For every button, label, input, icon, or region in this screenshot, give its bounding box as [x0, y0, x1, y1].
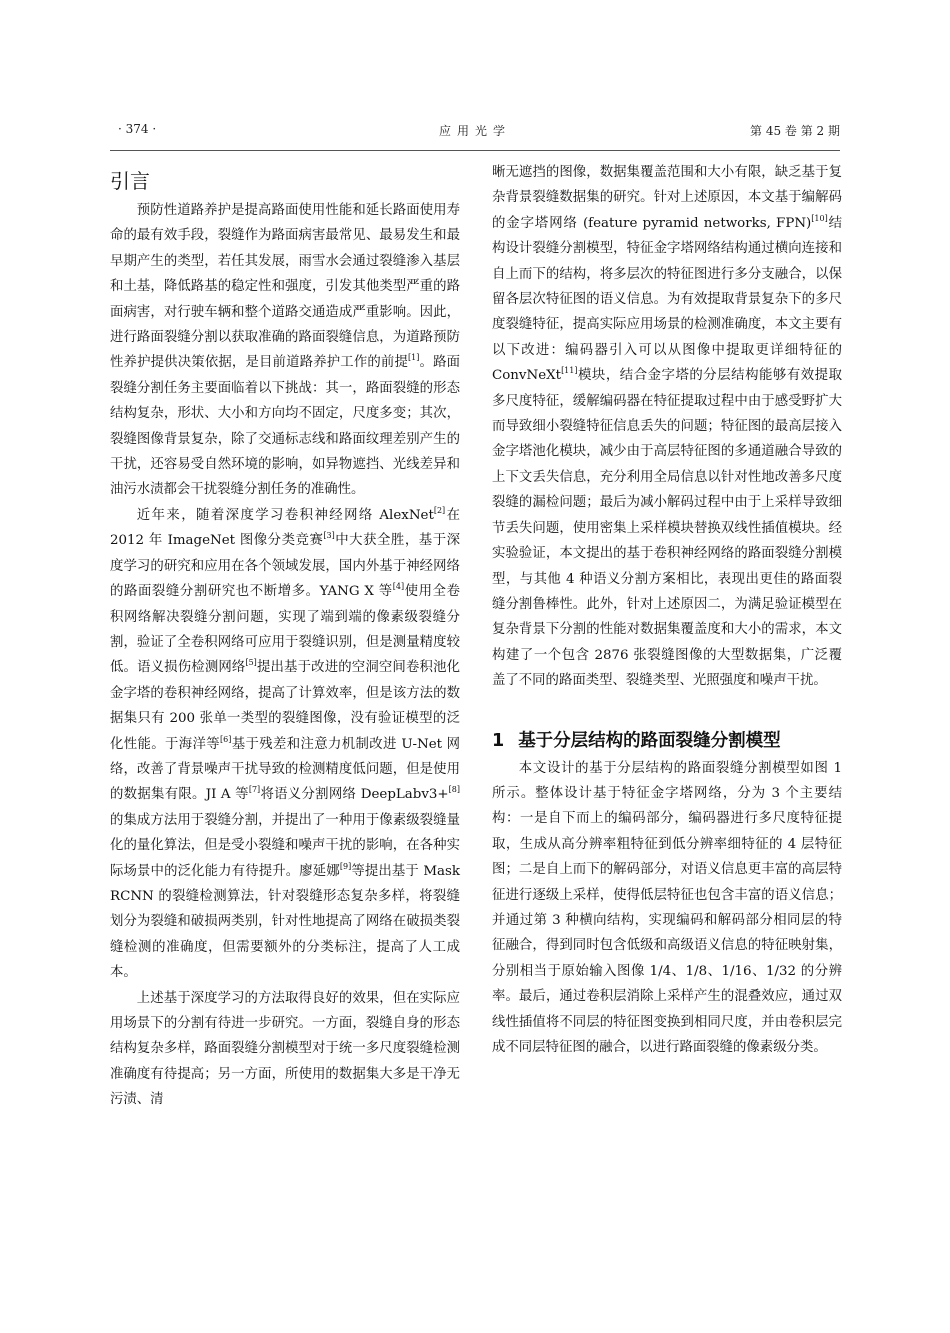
intro-paragraph-2: 近年来，随着深度学习卷积神经网络 AlexNet[2]在 2012 年 ImageNet 图像分类竞赛[3]中大获全胜，基于深度学习的研究和应用在各个领域发展，国内外基于神经网络的路面裂缝分割研究也不断增多。YANG X 等[4]使用全卷积网络解决裂缝分割问题，实现了端到端的像素级裂缝分割，验证了全卷积网络可应用于裂缝识别，但是测量精度较低。语义损伤检测网络[5]提出基于改进的空洞空间卷积池化金字塔的卷积神经网络，提高了计算效率，但是该方法的数据集只有 200 张单一类型的裂缝图像，没有验证模型的泛化性能。于海洋等[6]基于残差和注意力机制改进 U-Net 网络，改善了背景噪声干扰导致的检测精度低问题，但是使用的数据集有限。JI A 等[7]将语义分割网络 DeepLabv3+[8]的集成方法用于裂缝分割，并提出了一种用于像素级裂缝量化的量化算法，但是受小裂缝和噪声干扰的影响，在各种实际场景中的泛化能力有待提升。廖延娜[9]等提出基于 Mask RCNN 的裂缝检测算法，针对裂缝形态复杂多样，将裂缝划分为裂缝和破损两类别，针对性地提高了网络在破损类裂缝检测的准确度，但需要额外的分类标注，提高了人工成本。 — [110, 505, 461, 981]
citation-7[interactable]: [7] — [248, 785, 261, 795]
citation-9[interactable]: [9] — [339, 861, 352, 871]
running-header — [110, 122, 840, 144]
citation-6[interactable]: [6] — [220, 734, 232, 744]
intro-heading: 引言 — [110, 169, 150, 193]
page-number: · 374 · — [118, 122, 157, 136]
intro-paragraph-3-continued: 晰无遮挡的图像，数据集覆盖范围和大小有限，缺乏基于复杂背景裂缝数据集的研究。针对上述原因，本文基于编解码的金字塔网络 (feature pyramid networks, FPN)[10]结构设计裂缝分割模型，特征金字塔网络结构通过横向连接和自上而下的结构，将多层次的特征图进行多分支融合，以保留各层次特征图的语义信息。为有效提取背景复杂下的多尺度裂缝特征，提高实际应用场景的检测准确度，本文主要有以下改进：编码器引入可以从图像中提取更详细特征的 ConvNeXt[11]模块，结合金字塔的分层结构能够有效提取多尺度特征，缓解编码器在特征提取过程中由于感受野扩大而导致细小裂缝特征信息丢失的问题；特征图的最高层接入金字塔池化模块，减少由于高层特征图的多通道融合导致的上下文丢失信息，充分利用全局信息以针对性地改善多尺度裂缝的漏检问题；最后为减小解码过程中由于上采样导致细节丢失问题，使用密集上采样模块替换双线性插值模块。经实验验证，本文提出的基于卷积神经网络的路面裂缝分割模型，与其他 4 种语义分割方案相比，表现出更佳的路面裂缝分割鲁棒性。此外，针对上述原因二，为满足验证模型在复杂背景下分割的性能对数据集覆盖度和大小的需求，本文构建了一个包含 2876 张裂缝图像的大型数据集，广泛覆盖了不同的路面类型、裂缝类型、光照强度和噪声干扰。 — [492, 165, 843, 689]
journal-name: 应用光学 — [438, 124, 511, 138]
citation-5[interactable]: [5] — [245, 658, 257, 668]
section-1-paragraph: 本文设计的基于分层结构的路面裂缝分割模型如图 1 所示。整体设计基于特征金字塔网络，分为 3 个主要结构：一是自下而上的编码部分，编码器进行多尺度特征提取，生成从高分辨率粗特征到低分辨率细特征的 4 层特征图；二是自上而下的解码部分，对语义信息更丰富的高层特征进行逐级上采样，使得低层特征也包含丰富的语义信息；并通过第 3 种横向结构，实现编码和解码部分相同层的特征融合，得到同时包含低级和高级语义信息的特征映射集，分别相当于原始输入图像 1/4、1/8、1/16、1/32 的分辨率。最后，通过卷积层消除上采样产生的混叠效应，通过双线性插值将不同层的特征图变换到相同尺度，并由卷积层完成不同层特征图的融合，以进行路面裂缝的像素级分类。 — [492, 760, 842, 1055]
citation-10[interactable]: [10] — [811, 213, 828, 223]
citation-4[interactable]: [4] — [392, 582, 405, 592]
section-title: 基于分层结构的路面裂缝分割模型 — [518, 730, 781, 751]
left-column — [110, 160, 460, 1113]
section-1-heading — [492, 726, 842, 756]
citation-11[interactable]: [11] — [561, 366, 578, 376]
intro-paragraph-3: 上述基于深度学习的方法取得良好的效果，但在实际应用场景下的分割有待进一步研究。一方面，裂缝自身的形态结构复杂多样，路面裂缝分割模型对于统一多尺度裂缝检测准确度有待提高；另一方面，所使用的数据集大多是干净无污渍、清 — [110, 990, 460, 1108]
section-number: 1 — [492, 730, 505, 751]
citation-3[interactable]: [3] — [323, 531, 335, 541]
citation-2[interactable]: [2] — [433, 505, 446, 515]
citation-1[interactable]: [1] — [408, 353, 420, 363]
intro-paragraph-1: 预防性道路养护是提高路面使用性能和延长路面使用寿命的最有效手段，裂缝作为路面病害最常见、最易发生和最早期产生的类型，若任其发展，雨雪水会通过裂缝渗入基层和土基，降低路基的稳定性和强度，引发其他类型严重的路面病害，对行驶车辆和整个道路交通造成严重影响。因此，进行路面裂缝分割以获取准确的路面裂缝信息，为道路预防性养护提供决策依据，是目前道路养护工作的前提[1]。路面裂缝分割任务主要面临着以下挑战：其一，路面裂缝的形态结构复杂，形状、大小和方向均不固定，尺度多变；其次，裂缝图像背景复杂，除了交通标志线和路面纹理差别产生的干扰，还容易受自然环境的影响，如异物遮挡、光线差异和油污水渍都会干扰裂缝分割任务的准确性。 — [110, 203, 461, 498]
header-rule — [110, 150, 840, 151]
volume-issue: 第 45 卷 第 2 期 — [750, 124, 840, 138]
citation-8[interactable]: [8] — [448, 785, 460, 795]
right-column — [492, 160, 842, 1060]
